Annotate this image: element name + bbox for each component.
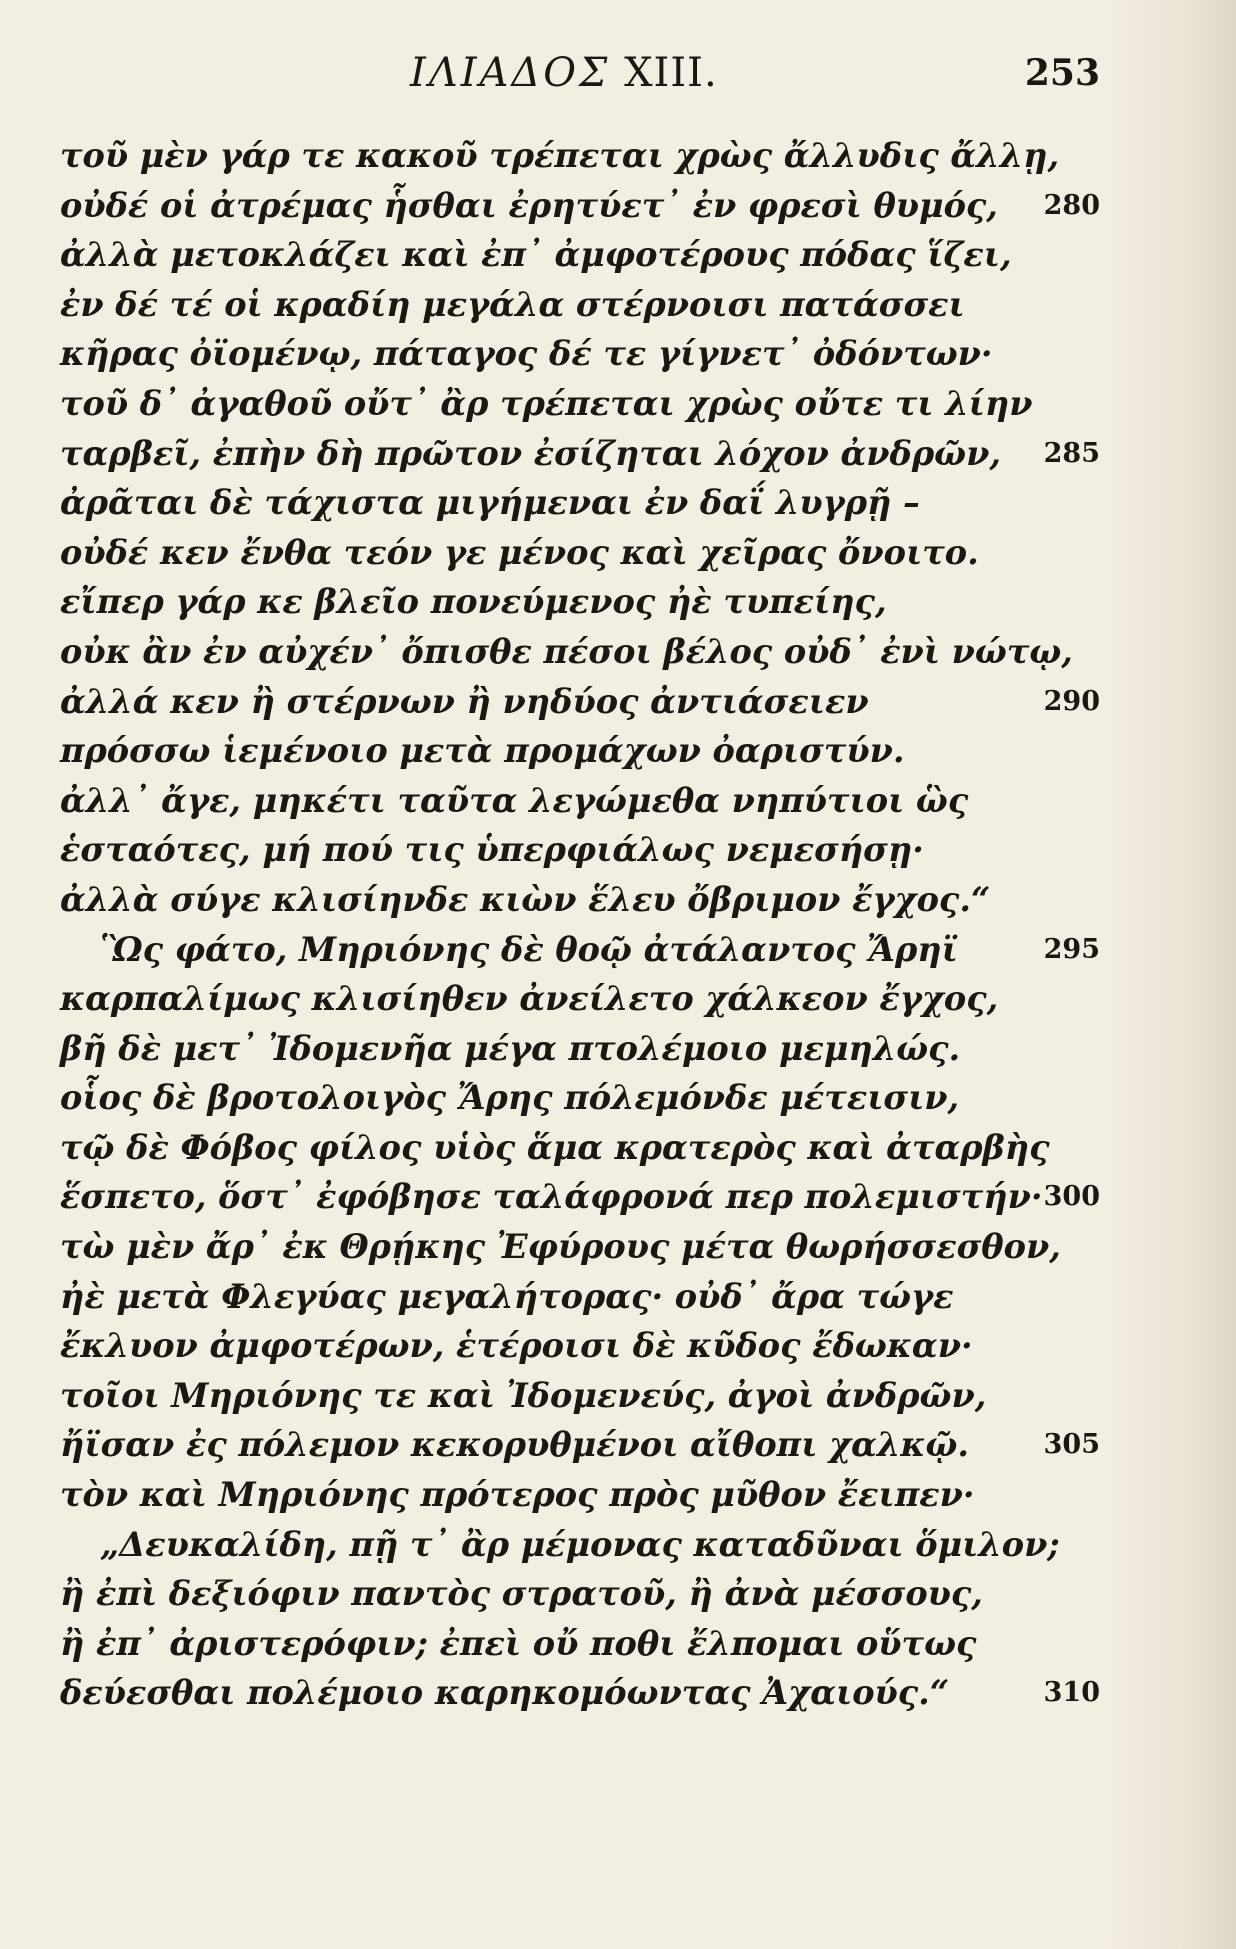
verse-line [60, 1520, 1100, 1570]
verse-text: οὐδέ οἱ ἀτρέμας ἧσθαι ἐρητύετ᾽ ἐν φρεσὶ θυμός, [60, 185, 998, 225]
page-number: 253 [1024, 52, 1100, 94]
verse-line [60, 230, 1100, 280]
verse-line [60, 181, 1100, 231]
verse-line [60, 1619, 1100, 1669]
book-title: ΙΛΙΑΔΟΣ [410, 50, 611, 96]
verse-text: Ὣς φάτο, Μηριόνης δὲ θοῷ ἀτάλαντος Ἄρηϊ [100, 929, 958, 969]
line-number: 290 [1043, 685, 1100, 717]
verse-text: βῆ δὲ μετ᾽ Ἰδομενῆα μέγα πτολέμοιο μεμηλώς. [60, 1028, 961, 1068]
verse-line [60, 726, 1100, 776]
line-number: 280 [1043, 189, 1100, 221]
verse-line [60, 1371, 1100, 1421]
verse-line [60, 825, 1100, 875]
line-number: 310 [1043, 1677, 1100, 1709]
verse-line [60, 1470, 1100, 1520]
verse-line [60, 280, 1100, 330]
verse-line [60, 478, 1100, 528]
running-title [410, 46, 718, 100]
verse-line [60, 528, 1100, 578]
verse-text: καρπαλίμως κλισίηθεν ἀνείλετο χάλκεον ἔγχος, [60, 979, 999, 1019]
verse-text: τὼ μὲν ἄρ᾽ ἐκ Θρῄκης Ἐφύρους μέτα θωρήσσεσθον, [60, 1227, 1061, 1267]
verse-text: δεύεσθαι πολέμοιο καρηκομόωντας Ἀχαιούς.“ [60, 1673, 950, 1713]
verse-text: κῆρας ὀϊομένῳ, πάταγος δέ τε γίγνετ᾽ ὀδόντων· [60, 334, 993, 374]
verse-text: ἀλλὰ σύγε κλισίηνδε κιὼν ἕλευ ὄβριμον ἔγχος.“ [60, 879, 991, 919]
verse-line [60, 1222, 1100, 1272]
verse-text: ἑσταότες, μή πού τις ὑπερφιάλως νεμεσήσῃ· [60, 830, 924, 870]
verse-text: ἐν δέ τέ οἱ κραδίη μεγάλα στέρνοισι πατάσσει [60, 284, 965, 324]
line-number: 285 [1043, 437, 1100, 469]
verse-line [60, 925, 1100, 975]
verse-text: οἷος δὲ βροτολοιγὸς Ἄρης πόλεμόνδε μέτεισιν, [60, 1078, 960, 1118]
line-number: 300 [1043, 1181, 1100, 1213]
book-number: XIII. [624, 50, 718, 96]
line-number: 295 [1043, 933, 1100, 965]
verse-text: τοῦ δ᾽ ἀγαθοῦ οὔτ᾽ ἂρ τρέπεται χρὼς οὔτε τι λίην [60, 383, 1033, 423]
verse-text: ἢ ἐπ᾽ ἀριστερόφιν; ἐπεὶ οὔ ποθι ἔλπομαι οὕτως [60, 1623, 977, 1663]
verse-text: ἔκλυον ἀμφοτέρων, ἑτέροισι δὲ κῦδος ἔδωκαν· [60, 1326, 973, 1366]
verse-line [60, 875, 1100, 925]
verse-line [60, 1024, 1100, 1074]
verse-line [60, 776, 1100, 826]
verse-text: τοῦ μὲν γάρ τε κακοῦ τρέπεται χρὼς ἄλλυδις ἄλλῃ, [60, 136, 1060, 175]
verse-line [60, 379, 1100, 429]
verse-line [60, 1569, 1100, 1619]
verse-text: τῷ δὲ Φόβος φίλος υἱὸς ἅμα κρατερὸς καὶ ἀταρβὴς [60, 1127, 1050, 1167]
verse-text: τὸν καὶ Μηριόνης πρότερος πρὸς μῦθον ἔειπεν· [60, 1475, 975, 1515]
verse-text: τοῖοι Μηριόνης τε καὶ Ἰδομενεύς, ἀγοὶ ἀνδρῶν, [60, 1375, 987, 1415]
verse-text: „Δευκαλίδη, πῇ τ᾽ ἂρ μέμονας καταδῦναι ὅμιλον; [100, 1524, 1060, 1564]
verse-line [60, 974, 1100, 1024]
verse-line [60, 131, 1100, 181]
verse-text: ἀλλὰ μετοκλάζει καὶ ἐπ᾽ ἀμφοτέρους πόδας ἵζει, [60, 235, 1012, 275]
verse-text: οὐκ ἂν ἐν αὐχέν᾽ ὄπισθε πέσοι βέλος οὐδ᾽ ἐνὶ νώτῳ, [60, 631, 1073, 671]
verse-text: ταρβεῖ, ἐπὴν δὴ πρῶτον ἐσίζηται λόχον ἀνδρῶν, [60, 433, 1001, 473]
verse-text: ἀλλά κεν ἢ στέρνων ἢ νηδύος ἀντιάσειεν [60, 681, 869, 721]
verse-line [60, 1172, 1100, 1222]
verse-text: ἢ ἐπὶ δεξιόφιν παντὸς στρατοῦ, ἢ ἀνὰ μέσσους, [60, 1574, 983, 1614]
verse-line [60, 1321, 1100, 1371]
verse-line [60, 1272, 1100, 1322]
verse-line [60, 429, 1100, 479]
running-header [60, 46, 1100, 100]
verse-text: ἠὲ μετὰ Φλεγύας μεγαλήτορας· οὐδ᾽ ἄρα τώγε [60, 1276, 954, 1316]
verse-text: ἤϊσαν ἐς πόλεμον κεκορυθμένοι αἴθοπι χαλκῷ. [60, 1425, 970, 1465]
verse-text: οὐδέ κεν ἔνθα τεόν γε μένος καὶ χεῖρας ὄνοιτο. [60, 532, 979, 572]
verse-line [60, 1668, 1100, 1718]
verse-text: πρόσσω ἱεμένοιο μετὰ προμάχων ὀαριστύν. [60, 731, 905, 771]
verse-text: ἀλλ᾽ ἄγε, μηκέτι ταῦτα λεγώμεθα νηπύτιοι ὣς [60, 780, 969, 820]
verse-line [60, 1073, 1100, 1123]
verse-line [60, 577, 1100, 627]
verse-line [60, 627, 1100, 677]
verse-line [60, 1123, 1100, 1173]
page-shadow-edge [1101, 0, 1236, 1949]
verse-block [60, 131, 1100, 1718]
verse-text: εἴπερ γάρ κε βλεῖο πονεύμενος ἠὲ τυπείης, [60, 582, 887, 622]
verse-line [60, 677, 1100, 727]
verse-text: ἕσπετο, ὅστ᾽ ἐφόβησε ταλάφρονά περ πολεμιστήν· [60, 1177, 1043, 1217]
verse-line [60, 329, 1100, 379]
verse-line [60, 1420, 1100, 1470]
line-number: 305 [1043, 1429, 1100, 1461]
verse-text: ἀρᾶται δὲ τάχιστα μιγήμεναι ἐν δαΐ λυγρῇ – [60, 483, 920, 523]
